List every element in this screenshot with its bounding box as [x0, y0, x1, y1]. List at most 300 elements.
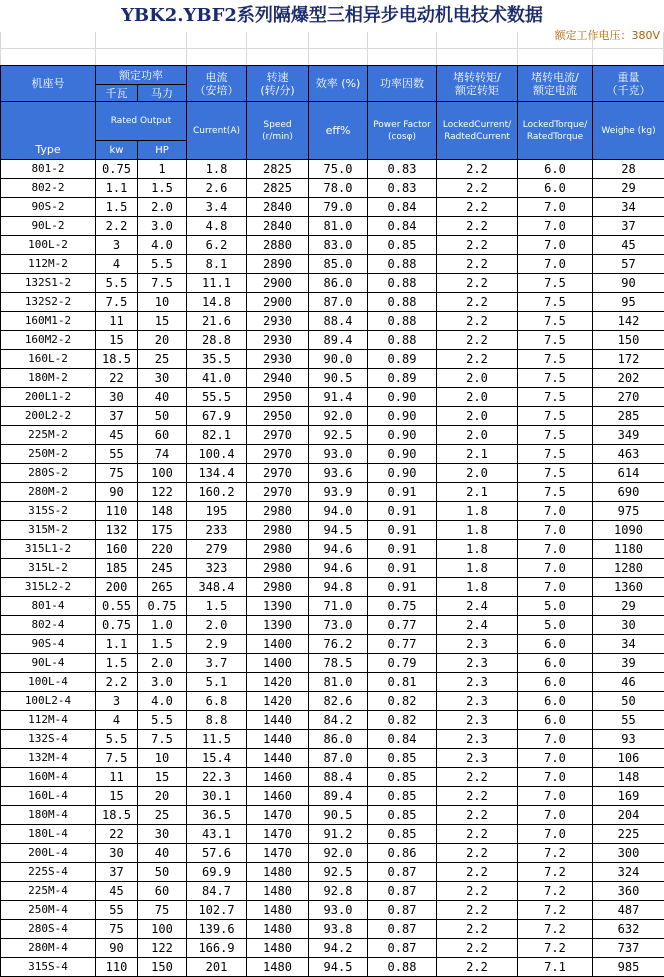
cell-kw: 1.5 — [96, 198, 138, 217]
cell-pf: 0.91 — [368, 502, 437, 521]
cell-speed: 1470 — [247, 825, 309, 844]
cell-pf: 0.83 — [368, 160, 437, 179]
cell-current-ratio: 7.5 — [518, 331, 593, 350]
cell-speed: 1420 — [247, 673, 309, 692]
col-hp: HP — [138, 141, 187, 160]
cell-weight: 29 — [593, 597, 664, 616]
cell-speed: 1400 — [247, 654, 309, 673]
cell-current-ratio: 7.2 — [518, 863, 593, 882]
cell-current: 139.6 — [187, 920, 247, 939]
cell-eff: 92.0 — [309, 407, 368, 426]
cell-speed: 2930 — [247, 331, 309, 350]
cell-weight: 463 — [593, 445, 664, 464]
cell-pf: 0.84 — [368, 730, 437, 749]
cell-kw: 45 — [96, 426, 138, 445]
cell-pf: 0.90 — [368, 464, 437, 483]
cell-weight: 169 — [593, 787, 664, 806]
cell-pf: 0.90 — [368, 426, 437, 445]
cell-kw: 4 — [96, 255, 138, 274]
cell-current-ratio: 6.0 — [518, 160, 593, 179]
motor-data-table — [0, 65, 664, 977]
cell-current: 11.5 — [187, 730, 247, 749]
cell-current-ratio: 6.0 — [518, 179, 593, 198]
cell-weight: 46 — [593, 673, 664, 692]
table-row — [1, 806, 664, 825]
cell-eff: 75.0 — [309, 160, 368, 179]
cell-kw: 0.75 — [96, 616, 138, 635]
cell-weight: 106 — [593, 749, 664, 768]
cell-eff: 89.4 — [309, 787, 368, 806]
table-row — [1, 882, 664, 901]
cell-speed: 1480 — [247, 901, 309, 920]
cell-current: 1.5 — [187, 597, 247, 616]
cell-current-ratio: 7.5 — [518, 369, 593, 388]
cell-current-ratio: 5.0 — [518, 616, 593, 635]
cell-weight: 985 — [593, 958, 664, 977]
cell-current: 2.0 — [187, 616, 247, 635]
cell-hp: 25 — [138, 806, 187, 825]
cell-weight: 39 — [593, 654, 664, 673]
col-eff-en: eff% — [309, 102, 368, 160]
cell-speed: 2980 — [247, 578, 309, 597]
cell-eff: 94.8 — [309, 578, 368, 597]
cell-weight: 30 — [593, 616, 664, 635]
cell-current: 323 — [187, 559, 247, 578]
cell-speed: 2900 — [247, 274, 309, 293]
cell-kw: 30 — [96, 844, 138, 863]
cell-current-ratio: 7.0 — [518, 787, 593, 806]
cell-kw: 2.2 — [96, 673, 138, 692]
cell-current-ratio: 6.0 — [518, 635, 593, 654]
cell-speed: 2880 — [247, 236, 309, 255]
cell-current: 11.1 — [187, 274, 247, 293]
cell-pf: 0.90 — [368, 445, 437, 464]
cell-hp: 75 — [138, 901, 187, 920]
table-row — [1, 407, 664, 426]
cell-torque-ratio: 2.2 — [437, 825, 518, 844]
cell-torque-ratio: 1.8 — [437, 540, 518, 559]
cell-speed: 2825 — [247, 160, 309, 179]
cell-eff: 82.6 — [309, 692, 368, 711]
cell-torque-ratio: 2.2 — [437, 901, 518, 920]
cell-current: 348.4 — [187, 578, 247, 597]
cell-current-ratio: 7.0 — [518, 540, 593, 559]
cell-hp: 50 — [138, 407, 187, 426]
table-row — [1, 711, 664, 730]
cell-model: 315L2-2 — [1, 578, 96, 597]
cell-current: 4.8 — [187, 217, 247, 236]
table-row — [1, 939, 664, 958]
cell-hp: 10 — [138, 749, 187, 768]
cell-current-ratio: 7.2 — [518, 901, 593, 920]
cell-eff: 89.4 — [309, 331, 368, 350]
cell-torque-ratio: 2.2 — [437, 939, 518, 958]
cell-eff: 85.0 — [309, 255, 368, 274]
cell-current-ratio: 7.5 — [518, 407, 593, 426]
cell-pf: 0.88 — [368, 274, 437, 293]
cell-kw: 90 — [96, 483, 138, 502]
cell-current: 2.6 — [187, 179, 247, 198]
cell-torque-ratio: 2.2 — [437, 787, 518, 806]
cell-weight: 1180 — [593, 540, 664, 559]
cell-pf: 0.85 — [368, 806, 437, 825]
cell-speed: 2840 — [247, 217, 309, 236]
table-row — [1, 540, 664, 559]
cell-current: 1.8 — [187, 160, 247, 179]
cell-weight: 37 — [593, 217, 664, 236]
cell-weight: 148 — [593, 768, 664, 787]
col-rated-output: Rated Output — [96, 102, 187, 141]
cell-torque-ratio: 2.2 — [437, 293, 518, 312]
cell-speed: 2900 — [247, 293, 309, 312]
cell-hp: 25 — [138, 350, 187, 369]
cell-pf: 0.88 — [368, 255, 437, 274]
cell-eff: 94.5 — [309, 521, 368, 540]
cell-eff: 92.5 — [309, 863, 368, 882]
table-row — [1, 331, 664, 350]
cell-model: 280S-2 — [1, 464, 96, 483]
cell-eff: 83.0 — [309, 236, 368, 255]
cell-hp: 100 — [138, 464, 187, 483]
cell-hp: 100 — [138, 920, 187, 939]
cell-eff: 92.5 — [309, 426, 368, 445]
cell-pf: 0.79 — [368, 654, 437, 673]
cell-eff: 88.4 — [309, 768, 368, 787]
cell-weight: 150 — [593, 331, 664, 350]
page-title: YBK2.YBF2系列隔爆型三相异步电动机电技术数据 — [0, 0, 664, 32]
cell-speed: 2980 — [247, 502, 309, 521]
cell-eff: 92.8 — [309, 882, 368, 901]
cell-kw: 55 — [96, 445, 138, 464]
cell-torque-ratio: 1.8 — [437, 578, 518, 597]
cell-model: 160M1-2 — [1, 312, 96, 331]
cell-current-ratio: 7.0 — [518, 255, 593, 274]
cell-model: 250M-4 — [1, 901, 96, 920]
cell-model: 160M2-2 — [1, 331, 96, 350]
cell-kw: 55 — [96, 901, 138, 920]
cell-weight: 50 — [593, 692, 664, 711]
cell-pf: 0.83 — [368, 179, 437, 198]
cell-torque-ratio: 2.1 — [437, 445, 518, 464]
cell-pf: 0.90 — [368, 388, 437, 407]
cell-speed: 1400 — [247, 635, 309, 654]
cell-weight: 1360 — [593, 578, 664, 597]
cell-model: 315S-4 — [1, 958, 96, 977]
cell-weight: 29 — [593, 179, 664, 198]
cell-eff: 94.2 — [309, 939, 368, 958]
col-pf-en: Power Factor (cosφ) — [368, 102, 437, 160]
cell-pf: 0.88 — [368, 312, 437, 331]
cell-eff: 88.4 — [309, 312, 368, 331]
table-row — [1, 217, 664, 236]
cell-model: 801-2 — [1, 160, 96, 179]
cell-pf: 0.81 — [368, 673, 437, 692]
cell-kw: 0.75 — [96, 160, 138, 179]
cell-model: 225M-4 — [1, 882, 96, 901]
cell-torque-ratio: 2.2 — [437, 844, 518, 863]
cell-pf: 0.84 — [368, 198, 437, 217]
col-torque-en: LockedCurrent/ RadtedCurrent — [437, 102, 518, 160]
cell-current: 14.8 — [187, 293, 247, 312]
table-row — [1, 426, 664, 445]
cell-model: 802-4 — [1, 616, 96, 635]
cell-torque-ratio: 2.0 — [437, 388, 518, 407]
col-pf-cn: 功率因数 — [368, 66, 437, 102]
cell-speed: 1460 — [247, 768, 309, 787]
cell-model: 132S2-2 — [1, 293, 96, 312]
cell-pf: 0.77 — [368, 616, 437, 635]
cell-current: 67.9 — [187, 407, 247, 426]
col-eff-cn: 效率 (%) — [309, 66, 368, 102]
cell-weight: 614 — [593, 464, 664, 483]
cell-hp: 265 — [138, 578, 187, 597]
cell-kw: 5.5 — [96, 730, 138, 749]
cell-eff: 91.4 — [309, 388, 368, 407]
cell-current: 2.9 — [187, 635, 247, 654]
cell-current-ratio: 7.0 — [518, 578, 593, 597]
cell-kw: 110 — [96, 502, 138, 521]
cell-pf: 0.85 — [368, 825, 437, 844]
cell-current: 8.1 — [187, 255, 247, 274]
cell-eff: 90.0 — [309, 350, 368, 369]
cell-current: 55.5 — [187, 388, 247, 407]
cell-eff: 94.5 — [309, 958, 368, 977]
cell-current: 43.1 — [187, 825, 247, 844]
table-row — [1, 597, 664, 616]
cell-speed: 1440 — [247, 711, 309, 730]
cell-torque-ratio: 2.3 — [437, 692, 518, 711]
cell-eff: 86.0 — [309, 274, 368, 293]
cell-model: 90L-4 — [1, 654, 96, 673]
cell-speed: 2970 — [247, 483, 309, 502]
cell-current: 41.0 — [187, 369, 247, 388]
cell-current-ratio: 7.1 — [518, 958, 593, 977]
cell-hp: 10 — [138, 293, 187, 312]
cell-hp: 3.0 — [138, 217, 187, 236]
cell-pf: 0.87 — [368, 920, 437, 939]
cell-kw: 30 — [96, 388, 138, 407]
cell-weight: 55 — [593, 711, 664, 730]
cell-speed: 2940 — [247, 369, 309, 388]
cell-kw: 5.5 — [96, 274, 138, 293]
cell-eff: 76.2 — [309, 635, 368, 654]
cell-current-ratio: 7.0 — [518, 521, 593, 540]
cell-current: 30.1 — [187, 787, 247, 806]
cell-torque-ratio: 1.8 — [437, 502, 518, 521]
table-row — [1, 179, 664, 198]
cell-current-ratio: 7.2 — [518, 882, 593, 901]
cell-hp: 150 — [138, 958, 187, 977]
cell-torque-ratio: 1.8 — [437, 559, 518, 578]
cell-hp: 3.0 — [138, 673, 187, 692]
cell-kw: 37 — [96, 863, 138, 882]
cell-hp: 20 — [138, 787, 187, 806]
cell-eff: 93.9 — [309, 483, 368, 502]
table-row — [1, 749, 664, 768]
cell-current-ratio: 7.0 — [518, 236, 593, 255]
cell-current-ratio: 7.5 — [518, 274, 593, 293]
cell-eff: 79.0 — [309, 198, 368, 217]
cell-current: 279 — [187, 540, 247, 559]
cell-weight: 1280 — [593, 559, 664, 578]
cell-speed: 2930 — [247, 350, 309, 369]
cell-torque-ratio: 2.1 — [437, 483, 518, 502]
cell-kw: 15 — [96, 787, 138, 806]
cell-torque-ratio: 2.2 — [437, 160, 518, 179]
cell-pf: 0.87 — [368, 863, 437, 882]
cell-pf: 0.86 — [368, 844, 437, 863]
cell-speed: 1470 — [247, 806, 309, 825]
col-type: Type — [1, 102, 96, 160]
cell-torque-ratio: 2.2 — [437, 958, 518, 977]
col-lcur-en: LockedTorque/ RatedTorque — [518, 102, 593, 160]
cell-model: 180M-4 — [1, 806, 96, 825]
cell-speed: 1390 — [247, 616, 309, 635]
table-row — [1, 160, 664, 179]
cell-current-ratio: 6.0 — [518, 711, 593, 730]
cell-pf: 0.89 — [368, 350, 437, 369]
cell-current: 84.7 — [187, 882, 247, 901]
cell-hp: 4.0 — [138, 692, 187, 711]
cell-speed: 2930 — [247, 312, 309, 331]
cell-current-ratio: 7.0 — [518, 825, 593, 844]
cell-model: 132S1-2 — [1, 274, 96, 293]
cell-current-ratio: 7.0 — [518, 749, 593, 768]
cell-current: 3.7 — [187, 654, 247, 673]
cell-hp: 1.5 — [138, 635, 187, 654]
cell-weight: 202 — [593, 369, 664, 388]
cell-current-ratio: 7.0 — [518, 198, 593, 217]
cell-speed: 1440 — [247, 749, 309, 768]
cell-kw: 110 — [96, 958, 138, 977]
cell-hp: 5.5 — [138, 711, 187, 730]
cell-current: 134.4 — [187, 464, 247, 483]
cell-weight: 95 — [593, 293, 664, 312]
table-row — [1, 274, 664, 293]
cell-weight: 45 — [593, 236, 664, 255]
cell-current-ratio: 6.0 — [518, 654, 593, 673]
cell-torque-ratio: 2.2 — [437, 768, 518, 787]
cell-speed: 2950 — [247, 388, 309, 407]
table-row — [1, 198, 664, 217]
cell-hp: 30 — [138, 825, 187, 844]
cell-pf: 0.82 — [368, 692, 437, 711]
cell-torque-ratio: 1.8 — [437, 521, 518, 540]
cell-model: 250M-2 — [1, 445, 96, 464]
cell-eff: 93.8 — [309, 920, 368, 939]
cell-current: 5.1 — [187, 673, 247, 692]
cell-hp: 0.75 — [138, 597, 187, 616]
cell-speed: 1420 — [247, 692, 309, 711]
cell-speed: 1480 — [247, 882, 309, 901]
col-torque-cn: 堵转转矩/ 额定转矩 — [437, 66, 518, 102]
cell-weight: 34 — [593, 635, 664, 654]
cell-current: 21.6 — [187, 312, 247, 331]
cell-model: 100L-2 — [1, 236, 96, 255]
cell-kw: 2.2 — [96, 217, 138, 236]
cell-kw: 1.5 — [96, 654, 138, 673]
cell-kw: 37 — [96, 407, 138, 426]
cell-torque-ratio: 2.4 — [437, 597, 518, 616]
cell-model: 90L-2 — [1, 217, 96, 236]
cell-eff: 73.0 — [309, 616, 368, 635]
cell-current-ratio: 7.5 — [518, 464, 593, 483]
cell-current: 166.9 — [187, 939, 247, 958]
cell-eff: 91.2 — [309, 825, 368, 844]
col-kw: kw — [96, 141, 138, 160]
cell-pf: 0.88 — [368, 331, 437, 350]
table-row — [1, 483, 664, 502]
cell-hp: 220 — [138, 540, 187, 559]
cell-pf: 0.84 — [368, 217, 437, 236]
cell-pf: 0.75 — [368, 597, 437, 616]
cell-model: 315M-2 — [1, 521, 96, 540]
table-row — [1, 559, 664, 578]
table-row — [1, 369, 664, 388]
cell-current-ratio: 7.2 — [518, 844, 593, 863]
cell-hp: 40 — [138, 844, 187, 863]
cell-model: 280M-4 — [1, 939, 96, 958]
cell-current-ratio: 7.0 — [518, 217, 593, 236]
cell-current: 28.8 — [187, 331, 247, 350]
cell-speed: 2980 — [247, 559, 309, 578]
cell-weight: 93 — [593, 730, 664, 749]
cell-torque-ratio: 2.2 — [437, 198, 518, 217]
cell-hp: 15 — [138, 768, 187, 787]
cell-model: 315L1-2 — [1, 540, 96, 559]
cell-eff: 93.0 — [309, 445, 368, 464]
cell-speed: 2970 — [247, 464, 309, 483]
col-speed-en: Speed (r/min) — [247, 102, 309, 160]
cell-kw: 18.5 — [96, 806, 138, 825]
cell-weight: 349 — [593, 426, 664, 445]
cell-pf: 0.91 — [368, 521, 437, 540]
cell-current: 6.2 — [187, 236, 247, 255]
cell-kw: 4 — [96, 711, 138, 730]
cell-model: 315S-2 — [1, 502, 96, 521]
cell-torque-ratio: 2.0 — [437, 464, 518, 483]
cell-kw: 7.5 — [96, 749, 138, 768]
cell-pf: 0.77 — [368, 635, 437, 654]
cell-torque-ratio: 2.2 — [437, 255, 518, 274]
table-row — [1, 521, 664, 540]
cell-current-ratio: 7.0 — [518, 502, 593, 521]
cell-torque-ratio: 2.2 — [437, 806, 518, 825]
cell-weight: 90 — [593, 274, 664, 293]
table-row — [1, 293, 664, 312]
cell-model: 280S-4 — [1, 920, 96, 939]
cell-pf: 0.85 — [368, 236, 437, 255]
cell-hp: 15 — [138, 312, 187, 331]
cell-hp: 5.5 — [138, 255, 187, 274]
cell-current: 102.7 — [187, 901, 247, 920]
cell-torque-ratio: 2.0 — [437, 407, 518, 426]
cell-current: 8.8 — [187, 711, 247, 730]
cell-torque-ratio: 2.2 — [437, 179, 518, 198]
table-row — [1, 673, 664, 692]
cell-current-ratio: 7.5 — [518, 445, 593, 464]
cell-hp: 40 — [138, 388, 187, 407]
cell-current-ratio: 7.5 — [518, 293, 593, 312]
cell-model: 132S-4 — [1, 730, 96, 749]
cell-model: 225M-2 — [1, 426, 96, 445]
table-row — [1, 730, 664, 749]
table-row — [1, 464, 664, 483]
cell-current-ratio: 7.0 — [518, 768, 593, 787]
col-current-cn: 电流 （安培） — [187, 66, 247, 102]
cell-weight: 1090 — [593, 521, 664, 540]
cell-eff: 87.0 — [309, 293, 368, 312]
